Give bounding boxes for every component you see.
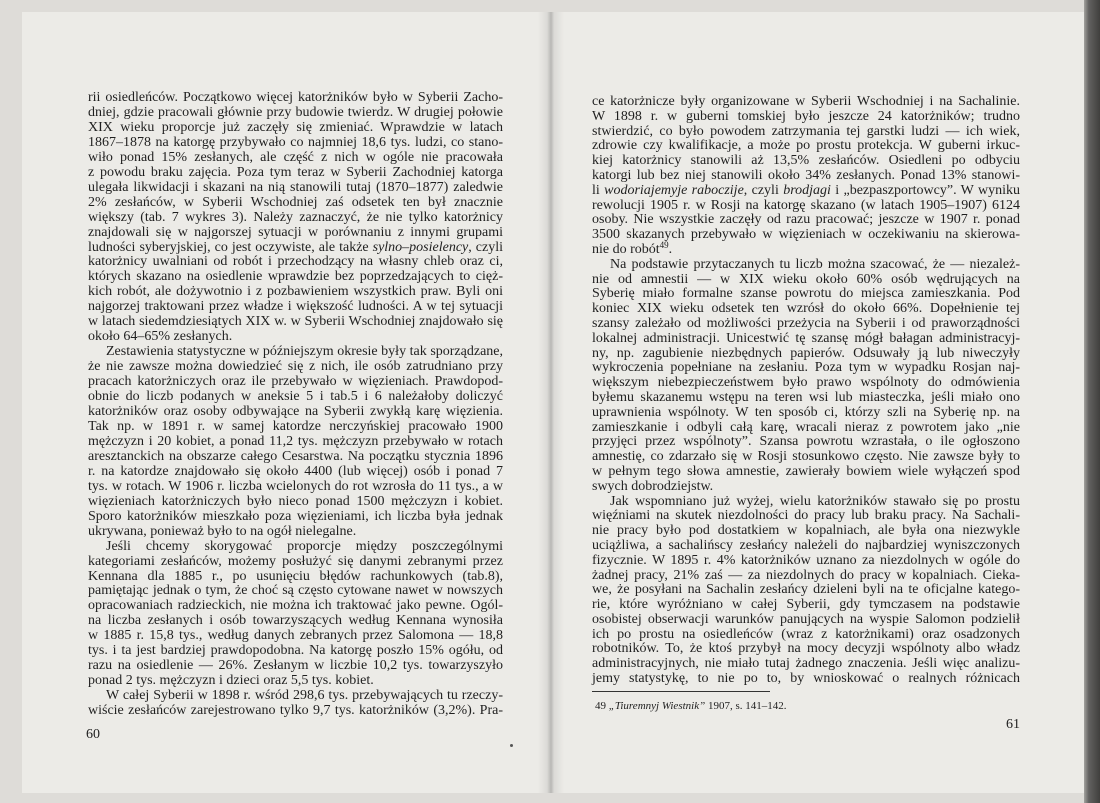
text-line: w 1885 r. 15,8 tys., według danych zebranych przez Salomona — 18,8: [88, 628, 503, 644]
text-line: Zestawienia statystyczne w późniejszym okresie były tak sporządzane,: [106, 344, 503, 360]
text-segment: i „bezpaszportowcy”. W wyniku: [830, 182, 1020, 198]
text-line: osobistej obserwacji warunków panujących na wyspie Salomon podzielił: [592, 611, 1020, 627]
text-segment: , czyli: [468, 239, 503, 255]
text-line: byłemu skazanemu wstępu na teren wsi lub miasteczka, jeśli miało ono: [592, 389, 1020, 405]
text-line: kich robót, ale dożywotnio i z pozbawieniem wszystkich praw. Byli oni: [88, 284, 503, 300]
text-line: kategoriami zesłańców, możemy posłużyć się danymi zebranymi przez: [88, 553, 503, 569]
text-segment: .: [668, 241, 673, 257]
text-line: najgorzej traktowani przez władze i większość ludności. A w tej sytuacji: [88, 299, 503, 315]
footnote: [595, 699, 787, 713]
text-line: fizycznie. W 1895 r. 4% katorżników uznano za niezdolnych w ogóle do: [592, 552, 1020, 568]
text-line: około 64–65% zesłanych.: [88, 329, 233, 345]
text-line: dniej, gdzie pracowali głównie przy budowie twierdz. W drugiej połowie: [88, 104, 503, 120]
text-line: r. na katordze znajdowało się około 4400 (lub więcej) osób i ponad 7: [88, 463, 503, 479]
page-number: 61: [1006, 717, 1020, 732]
text-line: katorżnicy uwalniani od robót i przechodzący na własny chleb oraz ci,: [88, 254, 503, 270]
page-text: [88, 91, 503, 719]
text-line: uprawnienia wspólnoty. W ten sposób ci, którzy szli na Syberię np. na: [592, 404, 1020, 420]
text-line: aresztanckich na obszarze całego Cesarstwa. Na początku stycznia 1896: [88, 448, 503, 464]
italic-term: brodjagi: [783, 182, 831, 198]
text-line: Jak wspomniano już wyżej, wielu katorżników stawało się po prostu: [610, 493, 1020, 509]
paragraph: [592, 495, 1020, 687]
text-line: administracyjnych, nie miało tutaj żadnego znaczenia. Jeśli więc analizu-: [592, 656, 1020, 672]
text-line: osoby. Nie wszystkie zaczęły od razu pracować; jeszcze w 1907 r. ponad: [592, 212, 1020, 228]
text-line: ponad 2 tys. mężczyzn i dzieci oraz 5,5 tys. kobiet.: [88, 673, 374, 689]
book-edge: [1084, 0, 1100, 803]
text-line: szansy zależało od możliwości przeżycia na Syberii i od praworządności: [592, 315, 1020, 331]
text-line: 1867–1878 na katorgę przybywało co najmniej 18,6 tys. ludzi, co stano-: [88, 134, 503, 150]
text-line: pamiętając jednak o tym, że choć są często cytowane nawet w nowszych: [88, 583, 503, 599]
text-line: których skazano na osiedlenie wprawdzie bez poprzedzających to cięż-: [88, 269, 503, 285]
text-line: w latach siedemdziesiątych XIX w. w Syberii Wschodniej znajdowało się: [88, 314, 503, 330]
paragraph: [88, 345, 503, 539]
text-line: więźniami na skutek niezdolności do pracy lub braku pracy. Na Sachali-: [592, 508, 1020, 524]
text-line: nie od amnestii — w XIX wieku około 60% osób wędrujących na: [592, 271, 1020, 287]
text-line: wiście zesłańców zarejestrowano tylko 9,7 tys. katorżników (3,2%). Pra-: [88, 703, 503, 719]
text-line: znajdowali się w najgorszej sytuacji w porównaniu z innymi grupami: [88, 224, 503, 240]
text-line: obnie do liczb podanych w aneksie 5 i tab.5 i 6 należałoby doliczyć: [88, 389, 503, 405]
text-line: na liczba zesłanych i osób towarzyszących według Kennana wynosiła: [88, 613, 503, 629]
scan-speck: [510, 744, 513, 747]
left-page: [22, 12, 550, 793]
text-line: [592, 239, 1020, 258]
text-line: katorżników oraz osoby odbywające na Syberii zwykłą karę więzienia.: [88, 404, 503, 420]
text-line: wykroczenia popełniane na zesłaniu. Poza tym w wypadku Rosjan naj-: [592, 360, 1020, 376]
text-line: Na podstawie przytaczanych tu liczb można szacować, że — niezależ-: [610, 256, 1020, 272]
text-line: W całej Syberii w 1898 r. wśród 298,6 tys. przebywających tu rzeczy-: [106, 688, 503, 704]
italic-term: sylno–posielency: [372, 239, 469, 255]
footnote-rule: [592, 691, 770, 692]
right-page: [550, 12, 1084, 793]
text-line: lokalnej administracji. Unicestwić tę szansę mógł bałagan administracyj-: [592, 330, 1020, 346]
paragraph: [592, 95, 1020, 258]
text-segment: li: [592, 182, 605, 198]
text-line: wiło ponad 15% zesłanych, ale część z nich w ogóle nie pracowała: [88, 149, 503, 165]
text-line: Sporo katorżników mieszkało poza więzieniami, ich liczba była jednak: [88, 508, 503, 524]
text-line: swych dobrodziejstw.: [592, 478, 714, 494]
text-line: Tak np. w 1891 r. w samej katordze nerczyńskiej pracowało 1900: [88, 418, 503, 434]
footnote-ref: 49: [659, 239, 669, 250]
text-segment: nie do robót: [592, 241, 660, 257]
text-line: rie, które wyróżniano w całej Syberii, gdy tymczasem na podstawie: [592, 597, 1020, 613]
text-line: większy (tab. 7 wykres 3). Należy zaznaczyć, że nie tylko katorżnicy: [88, 209, 503, 225]
page-number: 60: [86, 727, 100, 742]
text-line: Jeśli chcemy skorygować proporcje między poszczególnymi: [106, 538, 503, 554]
text-line: we, że posyłani na Sachalin zesłańcy dzieleni byli na te oficjalne katego-: [592, 582, 1020, 598]
text-line: uciążliwa, a sachalińscy zesłańcy należeli do najbardziej wyniszczonych: [592, 537, 1020, 553]
text-line: ce katorżnicze były organizowane w Syberii Wschodniej i na Sachalinie.: [592, 94, 1020, 109]
text-line: koniec XIX wieku odsetek ten wzrósł do około 66%. Dopełnienie tej: [592, 301, 1020, 317]
text-line: 2% zesłańców, w Syberii Wschodniej zaś odsetek ten był znacznie: [88, 194, 503, 210]
paragraph: [88, 689, 503, 719]
text-line: Kennana dla 1885 r., po usunięciu błędów rachunkowych (tab.8),: [88, 568, 503, 584]
text-line: kiej katorżnicy stanowili aż 13,5% zesłańców. Osiedleni po odbyciu: [592, 153, 1020, 169]
text-segment: , czyli: [743, 182, 784, 198]
text-line: zdrowie czy kwalifikacje, a może po prostu protekcja. W guberni irkuc-: [592, 138, 1020, 154]
text-line: rewolucji 1905 r. w Rosji na katorgę skazano (w latach 1905–1907) 6124: [592, 197, 1020, 213]
text-line: nie pracy było pod dostatkiem w kopalniach, ale była ona niezwykle: [592, 523, 1020, 539]
text-line: jemy statystykę, to nie po to, by wnioskować o realnych różnicach: [592, 671, 1020, 687]
text-line: tys. w rotach. W 1906 r. liczba wcielonych do rot wzrosła do 11 tys., a w: [88, 478, 503, 494]
text-line: Syberię miało formalne szanse powrotu do miejsca zamieszkania. Pod: [592, 286, 1020, 302]
text-line: że nie zawsze można dowiedzieć się z nich, ile osób zatrudniano przy: [88, 359, 503, 375]
text-line: przyjęci przez wspólnoty”. Szansa powrotu wzrastała, o ile ogłoszono: [592, 434, 1020, 450]
text-segment: ludności syberyjskiej, co jest oczywiste, ale także: [88, 239, 373, 255]
page-text: [592, 95, 1020, 687]
text-line: [88, 241, 503, 256]
text-line: ich po prostu na osiedleńców (wraz z katorżnikami) oraz osadzonych: [592, 626, 1020, 642]
text-line: większym niebezpieczeństwem było prawo wspólnoty do odmówienia: [592, 375, 1020, 391]
text-line: W 1898 r. w guberni tomskiej było jeszcze 24 katorżników; trudno: [592, 108, 1020, 124]
text-line: mężczyzn i 20 kobiet, a ponad 11,2 tys. mężczyzn przebywało w rotach: [88, 433, 503, 449]
footnote-number: 49: [595, 700, 606, 712]
text-line: opracowaniach radzieckich, nie można ich traktować jako pewne. Ogól-: [88, 598, 503, 614]
text-line: stwierdzić, co było powodem zatrzymania tej garstki ludzi — ich wiek,: [592, 123, 1020, 139]
text-line: robotników. To, że ktoś przybył na mocy decyzji wspólnoty albo władz: [592, 641, 1020, 657]
text-line: amnestię, co zdarzało się w Rosji stosunkowo często. Nie zawsze były to: [592, 449, 1020, 465]
text-line: więzieniach katorżniczych było nieco ponad 1500 mężczyzn i kobiet.: [88, 493, 503, 509]
footnote-details: 1907, s. 141–142.: [707, 700, 787, 712]
text-line: ny, np. zagubienie niezbędnych papierów. Odsuwały ją lub niweczyły: [592, 345, 1020, 361]
text-line: 3500 skazanych przebywało w więzieniach w oczekiwaniu na skierowa-: [592, 227, 1020, 243]
text-line: żadnej pracy, 21% zaś — za niezdolnych do pracy w kopalniach. Cieka-: [592, 567, 1020, 583]
text-line: z powodu braku zajęcia. Poza tym teraz w Syberii Zachodniej katorga: [88, 164, 503, 180]
text-line: XIX wieku proporcje już zaczęły się zmieniać. Wprawdzie w latach: [88, 119, 503, 135]
text-line: ukrywana, ponieważ było to na ogół nielegalne.: [88, 523, 357, 539]
paragraph: [88, 91, 503, 345]
text-line: ulegała likwidacji i skazani na nią stanowili tutaj (1870–1877) zaledwie: [88, 179, 503, 195]
text-line: zamieszkanie i odbyli całą karę, wracali nieraz z powrotem jako „nie: [592, 419, 1020, 435]
paragraph: [592, 258, 1020, 495]
text-line: tys. i ta jest bardziej prawdopodobna. Na katorgę poszło 15% ogółu, od: [88, 643, 503, 659]
text-line: razu na osiedlenie — 26%. Zesłanym w liczbie 10,2 tys. towarzyszyło: [88, 658, 503, 674]
text-line: [592, 184, 1020, 199]
italic-term: wodoriajemyje raboczije: [604, 182, 744, 198]
text-line: w pełnym tego słowa amnestie, zawierały bowiem wiele wyłączeń spod: [592, 463, 1020, 479]
text-line: rii osiedleńców. Początkowo więcej katorżników było w Syberii Zacho-: [88, 90, 503, 105]
text-line: katorgi lub bez niej stanowili około 34% zesłanych. Ponad 13% stanowi-: [592, 167, 1020, 183]
paragraph: [88, 540, 503, 690]
footnote-source: „Tiuremnyj Wiestnik”: [608, 700, 706, 712]
text-line: pracach katorżniczych oraz ile przebywało w więzieniach. Prawdopod-: [88, 374, 503, 390]
